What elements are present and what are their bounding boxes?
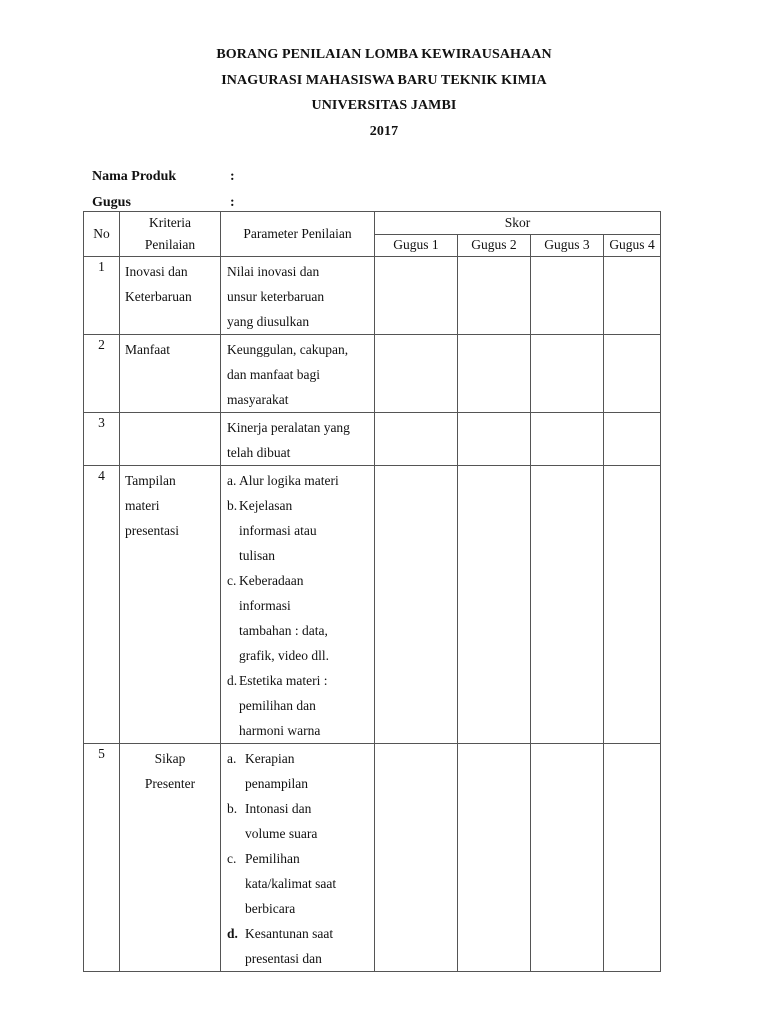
score-cell-gugus-2[interactable] <box>458 466 531 744</box>
row-no: 1 <box>84 257 120 335</box>
item-line: tulisan <box>239 548 275 563</box>
parameter-line: yang diusulkan <box>227 314 310 329</box>
gugus-colon: : <box>230 195 235 210</box>
item-marker: c. <box>227 573 237 588</box>
item-marker: b. <box>227 801 238 816</box>
item-line: Intonasi dan <box>245 801 312 816</box>
score-cell-gugus-3[interactable] <box>531 466 604 744</box>
score-cell-gugus-4[interactable] <box>604 466 661 744</box>
score-cell-gugus-3[interactable] <box>531 744 604 972</box>
row-kriteria <box>120 744 221 972</box>
row-no: 4 <box>84 466 120 744</box>
nama-produk-row <box>92 169 235 185</box>
score-cell-gugus-1[interactable] <box>375 744 458 972</box>
item-line: Kesantunan saat <box>245 926 334 941</box>
item-line: kata/kalimat saat <box>245 876 337 891</box>
item-line: penampilan <box>245 776 308 791</box>
parameter-item <box>227 468 372 493</box>
score-cell-gugus-1[interactable] <box>375 257 458 335</box>
item-marker: d. <box>227 673 238 688</box>
header-parameter: Parameter Penilaian <box>221 212 375 257</box>
row-parameter <box>221 413 375 466</box>
table-row <box>84 257 661 335</box>
document-header <box>0 42 768 144</box>
gugus-row <box>92 195 235 211</box>
item-line: Kejelasan <box>239 498 293 513</box>
row-parameter <box>221 335 375 413</box>
item-line: pemilihan dan <box>239 698 316 713</box>
kriteria-line: Keterbaruan <box>125 289 192 304</box>
parameter-item <box>227 921 372 971</box>
header-kriteria-line-2: Penilaian <box>144 237 196 252</box>
kriteria-line: presentasi <box>125 523 179 538</box>
row-kriteria <box>120 413 221 466</box>
item-marker: b. <box>227 498 238 513</box>
score-cell-gugus-1[interactable] <box>375 335 458 413</box>
parameter-item <box>227 796 372 846</box>
parameter-line: telah dibuat <box>227 445 291 460</box>
item-line: informasi <box>239 598 291 613</box>
row-kriteria <box>120 466 221 744</box>
kriteria-line: materi <box>125 498 160 513</box>
header-kriteria-line-1: Kriteria <box>149 215 191 230</box>
item-line: tambahan : data, <box>239 623 328 638</box>
item-line: presentasi dan <box>245 951 322 966</box>
row-kriteria <box>120 335 221 413</box>
parameter-line: Kinerja peralatan yang <box>227 420 350 435</box>
score-cell-gugus-1[interactable] <box>375 413 458 466</box>
item-line: informasi atau <box>239 523 317 538</box>
parameter-line: Keunggulan, cakupan, <box>227 342 349 357</box>
score-cell-gugus-4[interactable] <box>604 744 661 972</box>
parameter-line: unsur keterbaruan <box>227 289 325 304</box>
parameter-item <box>227 668 372 743</box>
score-cell-gugus-2[interactable] <box>458 413 531 466</box>
parameter-item <box>227 746 372 796</box>
parameter-item <box>227 568 372 668</box>
item-line: Estetika materi : <box>239 673 328 688</box>
kriteria-line: Manfaat <box>125 342 170 357</box>
scoring-table <box>83 211 661 972</box>
row-no: 3 <box>84 413 120 466</box>
kriteria-line: Tampilan <box>125 473 176 488</box>
row-no: 5 <box>84 744 120 972</box>
item-line: volume suara <box>245 826 318 841</box>
item-line: Alur logika materi <box>239 473 339 488</box>
table-row <box>84 744 661 972</box>
score-cell-gugus-4[interactable] <box>604 413 661 466</box>
row-parameter <box>221 257 375 335</box>
score-cell-gugus-4[interactable] <box>604 335 661 413</box>
score-cell-gugus-4[interactable] <box>604 257 661 335</box>
score-cell-gugus-1[interactable] <box>375 466 458 744</box>
item-line: Keberadaan <box>239 573 304 588</box>
kriteria-line: Presenter <box>144 776 196 791</box>
parameter-line: dan manfaat bagi <box>227 367 320 382</box>
score-cell-gugus-3[interactable] <box>531 257 604 335</box>
kriteria-line: Inovasi dan <box>125 264 188 279</box>
item-marker: d. <box>227 926 238 941</box>
parameter-line: Nilai inovasi dan <box>227 264 320 279</box>
score-cell-gugus-2[interactable] <box>458 257 531 335</box>
score-cell-gugus-3[interactable] <box>531 335 604 413</box>
nama-produk-colon: : <box>230 169 235 184</box>
header-gugus-3: Gugus 3 <box>531 234 604 257</box>
header-gugus-2: Gugus 2 <box>458 234 531 257</box>
row-parameter <box>221 744 375 972</box>
item-line: Pemilihan <box>245 851 300 866</box>
kriteria-line: Sikap <box>154 751 186 766</box>
item-marker: c. <box>227 851 237 866</box>
score-cell-gugus-2[interactable] <box>458 335 531 413</box>
score-cell-gugus-2[interactable] <box>458 744 531 972</box>
table-row <box>84 413 661 466</box>
table-row <box>84 335 661 413</box>
item-line: Kerapian <box>245 751 295 766</box>
gugus-label: Gugus <box>92 195 131 210</box>
title-line-1: BORANG PENILAIAN LOMBA KEWIRAUSAHAAN <box>216 47 552 62</box>
parameter-item <box>227 846 372 921</box>
row-no: 2 <box>84 335 120 413</box>
table-row <box>84 466 661 744</box>
item-marker: a. <box>227 751 237 766</box>
parameter-item <box>227 493 372 568</box>
row-parameter <box>221 466 375 744</box>
header-gugus-1: Gugus 1 <box>375 234 458 257</box>
score-cell-gugus-3[interactable] <box>531 413 604 466</box>
title-year: 2017 <box>369 123 399 139</box>
header-gugus-4: Gugus 4 <box>604 234 661 257</box>
header-skor: Skor <box>375 212 661 235</box>
title-line-3: UNIVERSITAS JAMBI <box>311 98 457 113</box>
title-line-2: INAGURASI MAHASISWA BARU TEKNIK KIMIA <box>221 72 547 88</box>
item-line: berbicara <box>245 901 296 916</box>
row-kriteria <box>120 257 221 335</box>
parameter-line: masyarakat <box>227 392 289 407</box>
item-marker: a. <box>227 473 237 488</box>
item-line: grafik, video dll. <box>239 648 329 663</box>
item-line: harmoni warna <box>239 723 321 738</box>
nama-produk-label: Nama Produk <box>92 169 177 184</box>
header-no: No <box>84 212 120 257</box>
header-kriteria <box>120 212 221 257</box>
